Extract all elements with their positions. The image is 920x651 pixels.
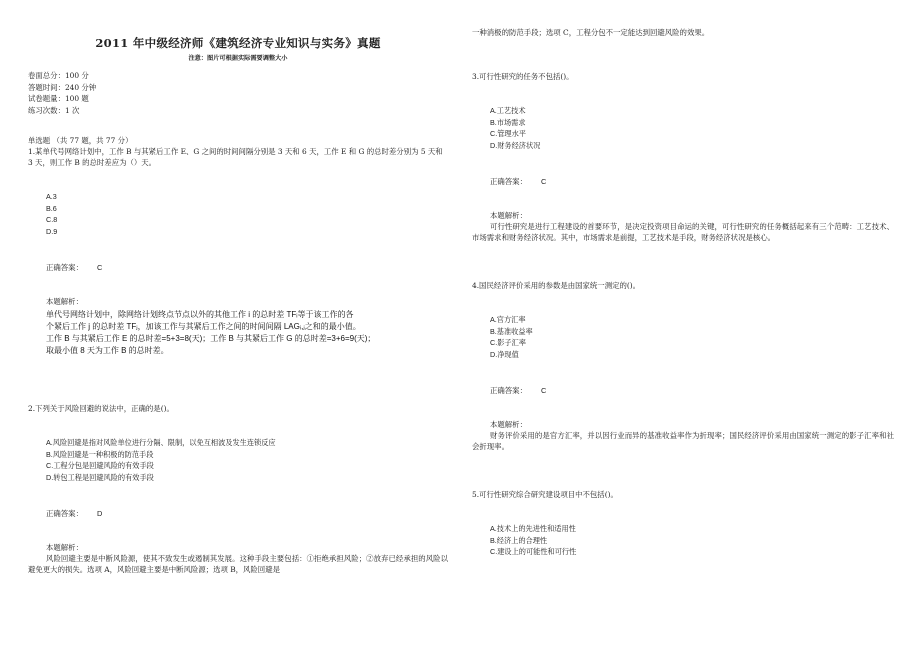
left-column <box>28 0 448 575</box>
question-stem: 5.可行性研究综合研究建设项目中不包括()。 <box>472 490 618 499</box>
answer-line <box>490 176 894 187</box>
option-list <box>490 105 894 151</box>
section-heading: 单选题 （共 77 题，共 77 分） <box>28 136 133 145</box>
analysis-line: 单代号网络计划中，除网络计划终点节点以外的其他工作 i 的总时差 TFᵢ等于该工作的各 <box>46 310 354 319</box>
answer-value: C <box>540 177 547 186</box>
option-a[interactable]: A.技术上的先进性和适用性 <box>490 524 576 533</box>
analysis-label: 本题解析： <box>490 420 527 429</box>
question-stem: 4.国民经济评价采用的参数是由国家统一测定的()。 <box>472 281 641 290</box>
right-column <box>472 0 894 558</box>
meta-practice: 练习次数：1 次 <box>28 105 80 115</box>
meta-count: 试卷题量：100 题 <box>28 94 89 103</box>
analysis-text: 财务评价采用的是官方汇率，并以因行业而异的基准收益率作为折现率；国民经济评价采用由国家统一测定的影子汇率和社会折现率。 <box>472 431 894 451</box>
question-stem: 3.可行性研究的任务不包括()。 <box>472 72 574 81</box>
option-d[interactable]: D.财务经济状况 <box>490 140 541 150</box>
option-a[interactable]: A.3 <box>46 192 57 201</box>
option-a[interactable]: A.风险回避是指对风险单位进行分隔、限制，以免互相波及发生连锁反应 <box>46 438 276 447</box>
question-5 <box>472 489 894 558</box>
analysis-label: 本题解析： <box>46 543 83 552</box>
answer-value: C <box>96 263 103 272</box>
analysis-text: 可行性研究是进行工程建设的首要环节，是决定投资项目命运的关键，可行性研究的任务概括起来有三个范畴：工艺技术、市场需求和财务经济状况。其中，市场需求是前提，工艺技术是手段，财务经济状况是核心。 <box>472 222 894 242</box>
question-1 <box>28 146 448 357</box>
option-b[interactable]: B.6 <box>46 203 57 213</box>
option-a[interactable]: A.官方汇率 <box>490 315 526 324</box>
answer-line <box>46 508 448 519</box>
option-list <box>46 437 448 483</box>
option-b[interactable]: B.基准收益率 <box>490 326 533 336</box>
analysis-image-text <box>46 309 416 357</box>
option-c[interactable]: C.8 <box>46 215 58 224</box>
page-title: 2011 年中级经济师《建筑经济专业知识与实务》真题 <box>95 36 381 50</box>
option-c[interactable]: C.管理水平 <box>490 129 526 138</box>
answer-line <box>490 385 894 396</box>
answer-label: 正确答案： <box>490 177 527 186</box>
answer-label: 正确答案： <box>490 386 527 395</box>
answer-label: 正确答案： <box>46 263 83 272</box>
option-list <box>46 191 448 237</box>
answer-label: 正确答案： <box>46 509 83 518</box>
option-d[interactable]: D.转包工程是回避风险的有效手段 <box>46 472 154 482</box>
answer-value: C <box>540 386 547 395</box>
question-3 <box>472 71 894 243</box>
option-b[interactable]: B.风险回避是一种积极的防范手段 <box>46 449 154 459</box>
analysis-line: 工作 B 与其紧后工作 E 的总时差=5+3=8(天)；工作 B 与其紧后工作 G 的总时差=3+6=9(天)； <box>46 334 376 343</box>
option-b[interactable]: B.市场需求 <box>490 117 526 127</box>
option-d[interactable]: D.9 <box>46 226 58 236</box>
analysis-label: 本题解析： <box>46 297 83 306</box>
exam-meta <box>28 70 448 116</box>
option-b[interactable]: B.经济上的合理性 <box>490 535 548 545</box>
analysis-line: 取最小值 8 天为工作 B 的总时差。 <box>46 346 169 355</box>
analysis-continued: 一种消极的防范手段；选项 C，工程分包不一定能达到回避风险的效果。 <box>472 28 710 37</box>
question-stem: 2.下列关于风险回避的说法中，正确的是()。 <box>28 404 174 413</box>
option-list <box>490 523 894 558</box>
page-note: 注意：图片可根据实际需要调整大小 <box>188 55 288 62</box>
analysis-label: 本题解析： <box>490 211 527 220</box>
option-list <box>490 314 894 360</box>
option-d[interactable]: D.净现值 <box>490 349 519 359</box>
question-stem: 1.某单代号网络计划中，工作 B 与其紧后工作 E、G 之间的时间间隔分别是 3 天和 6 天，工作 E 和 G 的总时差分别为 5 天和 3 天，则工作 B 的总时差应为（）天。 <box>28 147 443 167</box>
analysis-line: 个紧后工作 j 的总时差 TFⱼ，加该工作与其紧后工作之间的时间间隔 LAGᵢ,ⱼ之和的最小值。 <box>46 322 361 331</box>
question-4 <box>472 280 894 452</box>
analysis-text: 风险回避主要是中断风险源，使其不致发生或遏制其发展。这种手段主要包括：①拒绝承担风险；②放弃已经承担的风险以避免更大的损失。选项 A，风险回避主要是中断风险源；选项 B，风险回避是 <box>28 554 448 574</box>
option-c[interactable]: C.工程分包是回避风险的有效手段 <box>46 461 154 470</box>
answer-line <box>46 262 448 273</box>
option-c[interactable]: C.影子汇率 <box>490 338 526 347</box>
meta-total-score: 卷面总分：100 分 <box>28 71 89 80</box>
answer-value: D <box>96 509 103 518</box>
option-c[interactable]: C.建设上的可能性和可行性 <box>490 547 577 556</box>
option-a[interactable]: A.工艺技术 <box>490 106 526 115</box>
question-2 <box>28 403 448 575</box>
meta-time: 答题时间：240 分钟 <box>28 82 97 92</box>
